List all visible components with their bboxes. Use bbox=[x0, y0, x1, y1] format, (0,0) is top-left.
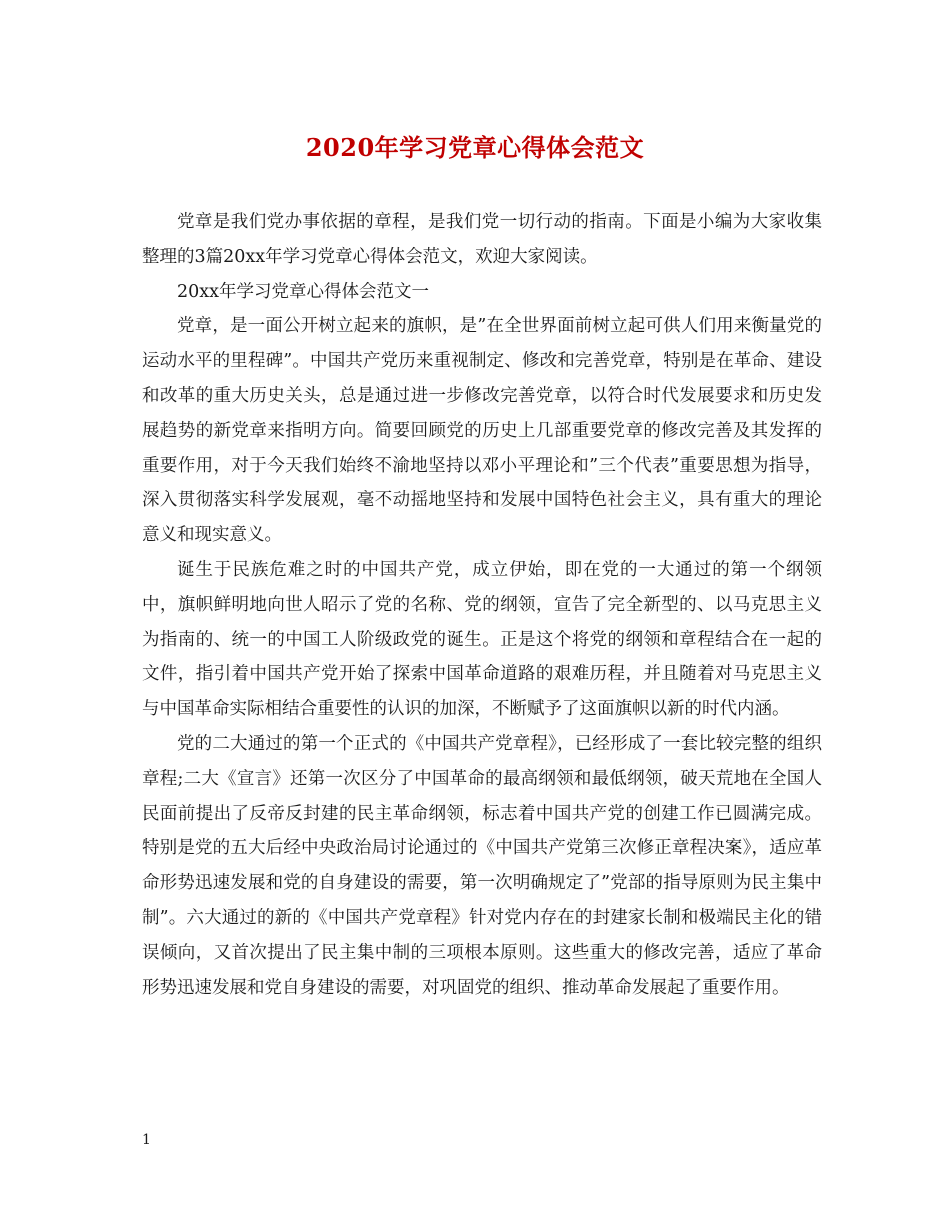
paragraph-body: 党的二大通过的第一个正式的《中国共产党章程》，已经形成了一套比较完整的组织章程;二大《宣言》还第一次区分了中国革命的最高纲领和最低纲领，破天荒地在全国人民面前提出了反帝反封建的民主革命纲领，标志着中国共产党的创建工作已圆满完成。特别是党的五大后经中央政治局讨论通过的《中国共产党第三次修正章程决案》，适应革命形势迅速发展和党的自身建设的需要，第一次明确规定了”党部的指导原则为民主集中制”。六大通过的新的《中国共产党章程》针对党内存在的封建家长制和极端民主化的错误倾向，又首次提出了民主集中制的三项根本原则。这些重大的修改完善，适应了革命形势迅速发展和党自身建设的需要，对巩固党的组织、推动革命发展起了重要作用。 bbox=[142, 733, 822, 998]
document-title: 2020年学习党章心得体会范文 bbox=[305, 133, 645, 162]
page-number: 1 bbox=[142, 1132, 151, 1148]
document-body bbox=[142, 205, 822, 1005]
paragraph-body: 诞生于民族危难之时的中国共产党，成立伊始，即在党的一大通过的第一个纲领中，旗帜鲜明地向世人昭示了党的名称、党的纲领，宣告了完全新型的、以马克思主义为指南的、统一的中国工人阶级政党的诞生。正是这个将党的纲领和章程结合在一起的文件，指引着中国共产党开始了探索中国革命道路的艰难历程，并且随着对马克思主义与中国革命实际相结合重要性的认识的加深，不断赋予了这面旗帜以新的时代内涵。 bbox=[142, 559, 822, 720]
paragraph-body: 党章，是一面公开树立起来的旗帜，是”在全世界面前树立起可供人们用来衡量党的运动水平的里程碑”。中国共产党历来重视制定、修改和完善党章，特别是在革命、建设和改革的重大历史关头，总是通过进一步修改完善党章，以符合时代发展要求和历史发展趋势的新党章来指明方向。简要回顾党的历史上几部重要党章的修改完善及其发挥的重要作用，对于今天我们始终不渝地坚持以邓小平理论和”三个代表”重要思想为指导，深入贯彻落实科学发展观，毫不动摇地坚持和发展中国特色社会主义，具有重大的理论意义和现实意义。 bbox=[142, 316, 822, 546]
paragraph-section-heading: 20xx年学习党章心得体会范文一 bbox=[177, 281, 430, 302]
paragraph-intro: 党章是我们党办事依据的章程，是我们党一切行动的指南。下面是小编为大家收集整理的3篇20xx年学习党章心得体会范文，欢迎大家阅读。 bbox=[142, 212, 822, 267]
